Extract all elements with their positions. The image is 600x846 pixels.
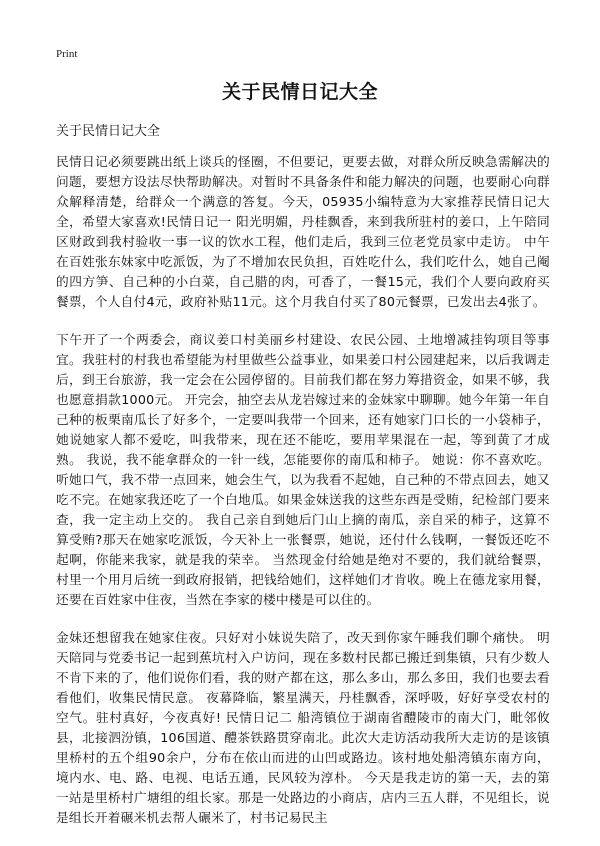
document-subtitle: 关于民情日记大全 xyxy=(56,124,161,139)
document-title: 关于民情日记大全 xyxy=(221,81,378,103)
print-label[interactable]: Print xyxy=(56,48,78,60)
paragraph: 金妹还想留我在她家住夜。只好对小妹说失陪了，改天到你家午睡我们聊个痛快。 明天陪同与党委书记一起到蕉坑村入户访问，现在多数村民都已搬迁到集镇，只有少数人不肯下来的了，他们说你们看，我的财产都在这，那么多山，那么多田，我们也要去看看他们，收集民情民意。 夜幕降临，繁星满天，丹桂飘香，深呼吸，好好享受农村的空气。驻村真好，今夜真好! 民情日记二 船湾镇位于湖南省醴陵市的南大门，毗邻攸县，北接泗汾镇，106国道、醴茶铁路贯穿南北。此次大走访活动我所大走访的是该镇里桥村的五个组90余户，分布在依山而进的山凹或路边。该村地处船湾镇东南方向，境内水、电、路、电视、电话五通，民风较为淳朴。 今天是我走访的第一天，去的第一站是里桥村广塘组的组长家。那是一处路边的小商店，店内三五人群，不见组长，说是组长开着碾米机去帮人碾米了，村书记易民主 xyxy=(56,630,550,825)
document-body xyxy=(56,152,550,846)
paragraph: 下午开了一个两委会，商议姜口村美丽乡村建设、农民公园、土地增减挂钩项目等事宜。我驻村的村我也希望能为村里做些公益事业，如果姜口村公园建起来，以后我调走后，到王台旅游，我一定会在公园停留的。目前我们都在努力筹措资金，如果不够，我也愿意捐款1000元。 开完会，抽空去从龙岩嫁过来的金妹家中聊聊。她今年第一年自己种的板栗南瓜长了好多个，一定要叫我带一个回来，还有她家门口长的一小袋柿子，她说她家人都不爱吃，叫我带来，现在还不能吃，要用苹果混在一起，等到黄了才成熟。 我说，我不能拿群众的一针一线，怎能要你的南瓜和柿子。 她说：你不喜欢吃。 听她口气，我不带一点回来，她会生气，以为我看不起她，自己种的不带点回去，她又吃不完。在她家我还吃了一个白地瓜。如果金妹送我的这些东西是受贿，纪检部门要来查，我一定主动上交的。 我自己亲自到她后门山上摘的南瓜，亲自采的柿子，这算不算受贿?那天在她家吃派饭，今天补上一张餐票，她说，还付什么钱啊，一餐饭还吃不起啊，你能来我家，就是我的荣幸。 当然现金付给她是绝对不要的，我们就给餐票，村里一个用月后统一到政府报销，把钱给她们，这样她们才肯收。晚上在德龙家用餐，还要在百姓家中住夜，当然在李家的楼中楼是可以住的。 xyxy=(56,332,550,607)
paragraph: 民情日记必须要跳出纸上谈兵的怪圈，不但要记，更要去做，对群众所反映急需解决的问题，要想方设法尽快帮助解决。对暂时不具备条件和能力解决的问题，也要耐心向群众解释清楚，给群众一个满意的答复。今天，05935小编特意为大家推荐民情日记大全，希望大家喜欢!民情日记一 阳光明媚，丹桂飘香，来到我所驻村的姜口，上午陪同区财政到我村验收一事一议的饮水工程，他们走后，我到三位老党员家中走访。 中午在百姓张东妹家中吃派饭，为了不增加农民负担，百姓吃什么，我们吃什么，她自己阉的四方笋、自己种的小白菜，自己腊的肉，可香了，一餐15元，我们个人要向政府买餐票，个人自付4元，政府补贴11元。这个月我自付买了80元餐票，已发出去4张了。 xyxy=(56,154,550,309)
